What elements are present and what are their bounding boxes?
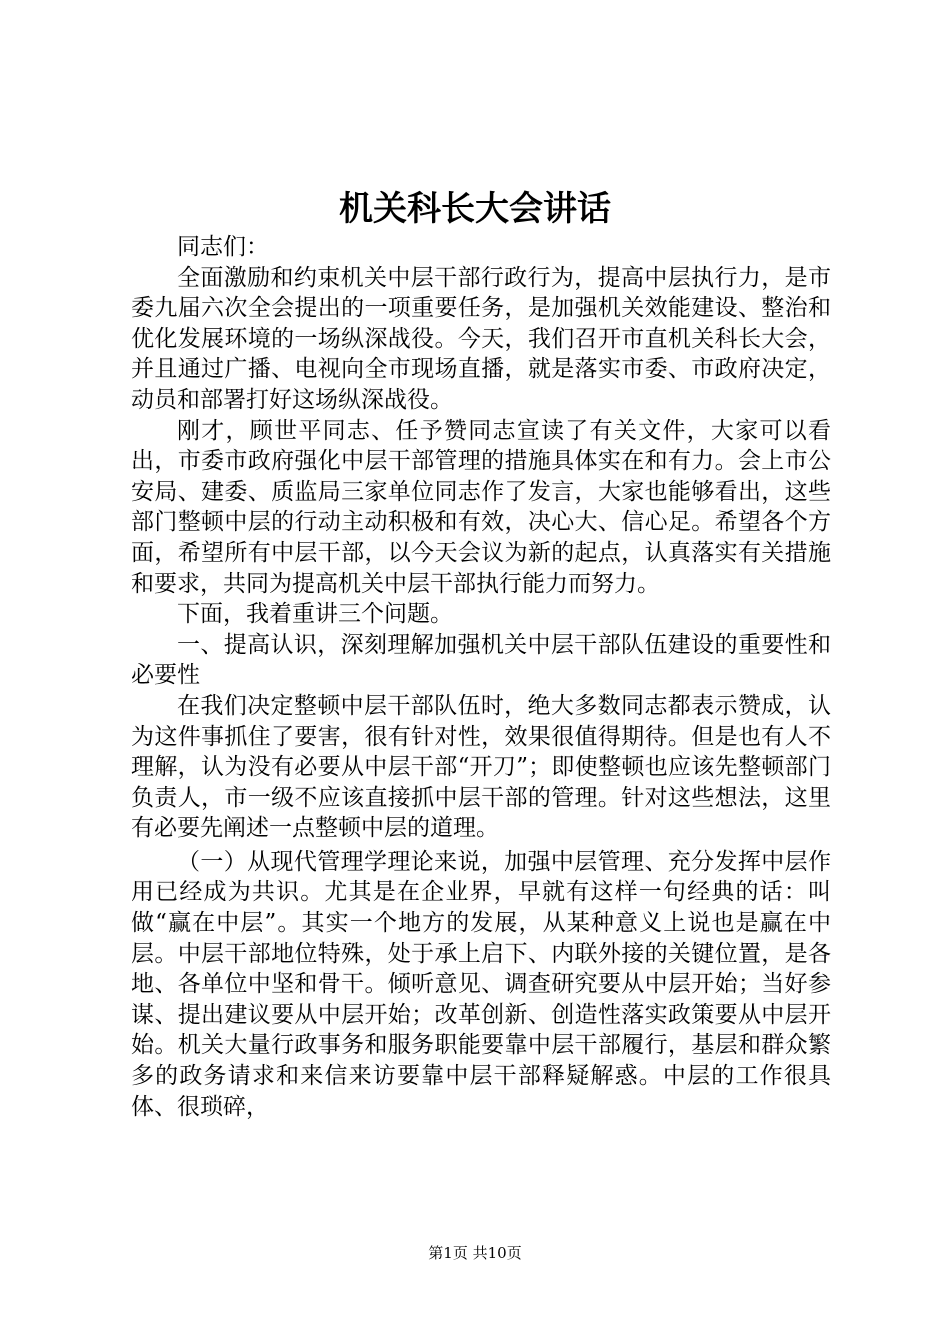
page-footer: 第1页 共10页 <box>428 1244 522 1262</box>
document-body <box>131 232 831 1122</box>
body-paragraph: 全面激励和约束机关中层干部行政行为，提高中层执行力，是市委九届六次全会提出的一项重要任务，是加强机关效能建设、整治和优化发展环境的一场纵深战役。今天，我们召开市直机关科长大会，并且通过广播、电视向全市现场直播，就是落实市委、市政府决定，动员和部署打好这场纵深战役。 <box>131 264 831 413</box>
document-title: 机关科长大会讲话 <box>339 189 611 229</box>
body-paragraph: 刚才，顾世平同志、任予赞同志宣读了有关文件，大家可以看出，市委市政府强化中层干部管理的措施具体实在和有力。会上市公安局、建委、质监局三家单位同志作了发言，大家也能够看出，这些部门整顿中层的行动主动积极和有效，决心大、信心足。希望各个方面，希望所有中层干部，以今天会议为新的起点，认真落实有关措施和要求，共同为提高机关中层干部执行能力而努力。 <box>131 417 831 597</box>
body-paragraph: 在我们决定整顿中层干部队伍时，绝大多数同志都表示赞成，认为这件事抓住了要害，很有针对性，效果很值得期待。但是也有人不理解，认为没有必要从中层干部“开刀”；即使整顿也应该先整顿部门负责人，市一级不应该直接抓中层干部的管理。针对这些想法，这里有必要先阐述一点整顿中层的道理。 <box>131 692 831 842</box>
salutation-paragraph: 同志们： <box>177 234 269 260</box>
body-paragraph: 下面，我着重讲三个问题。 <box>177 601 453 628</box>
section-heading: 一、提高认识，深刻理解加强机关中层干部队伍建设的重要性和必要性 <box>131 631 831 689</box>
body-paragraph: （一）从现代管理学理论来说，加强中层管理、充分发挥中层作用已经成为共识。尤其是在企业界，早就有这样一句经典的话：叫做“赢在中层”。其实一个地方的发展，从某种意义上说也是赢在中层。中层干部地位特殊，处于承上启下、内联外接的关键位置，是各地、各单位中坚和骨干。倾听意见、调查研究要从中层开始；当好参谋、提出建议要从中层开始；改革创新、创造性落实政策要从中层开始。机关大量行政事务和服务职能要靠中层干部履行，基层和群众繁多的政务请求和来信来访要靠中层干部释疑解惑。中层的工作很具体、很琐碎， <box>131 848 831 1120</box>
